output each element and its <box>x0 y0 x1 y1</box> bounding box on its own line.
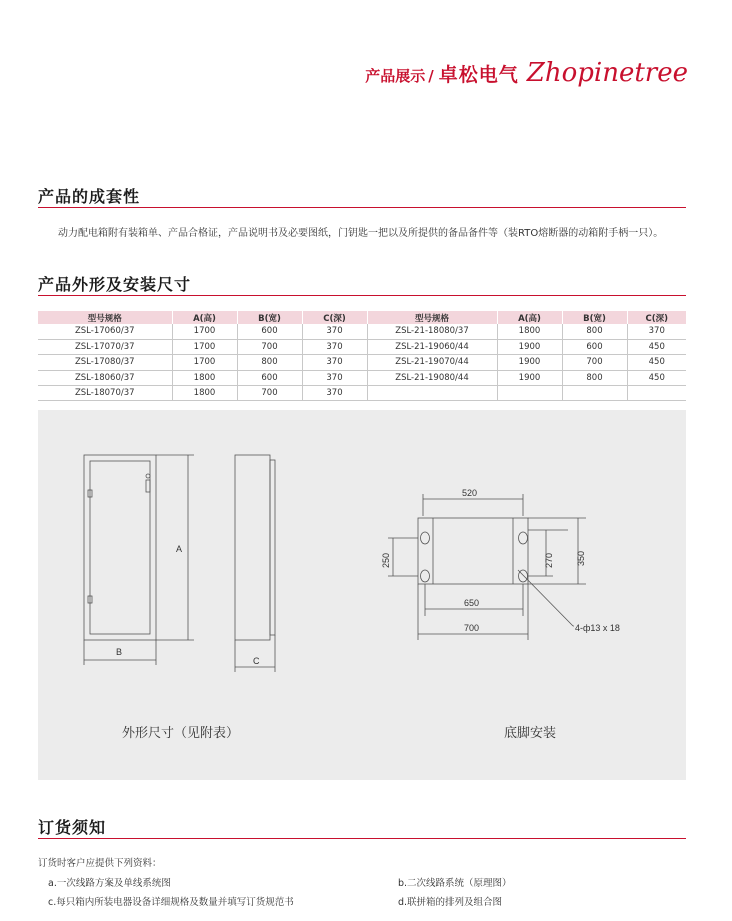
table-cell: 370 <box>302 339 367 354</box>
hole-spec-note: 4-ф13 x 18 <box>575 623 620 633</box>
base-mounting-plan <box>388 494 586 640</box>
ordering-intro: 订货时客户应提供下列资料： <box>38 858 162 869</box>
table-cell: ZSL-18070/37 <box>38 386 172 401</box>
table-cell: 1900 <box>497 339 562 354</box>
table-cell: 1800 <box>497 324 562 339</box>
header-script-logo: Zhopinetree <box>526 58 688 88</box>
dimension-650: 650 <box>464 598 480 608</box>
table-cell: 700 <box>562 355 627 370</box>
table-header-row <box>38 311 686 324</box>
cabinet-front-view <box>84 455 194 665</box>
table-cell: ZSL-21-19080/44 <box>367 370 497 385</box>
table-cell: 600 <box>237 370 302 385</box>
cabinet-side-view <box>235 455 275 672</box>
ordering-item: a.一次线路方案及单线系统图 <box>48 878 171 889</box>
dimension-label-b: B <box>116 647 123 657</box>
column-header: C(深) <box>627 311 686 324</box>
dimension-520: 520 <box>462 488 478 498</box>
caption-outline-dimensions: 外形尺寸（见附表） <box>122 726 240 741</box>
table-cell <box>367 386 497 401</box>
section-title-ordering: 订货须知 <box>38 818 107 837</box>
table-cell: ZSL-21-19060/44 <box>367 339 497 354</box>
table-cell: 1900 <box>497 355 562 370</box>
section-divider <box>38 838 686 839</box>
column-header: B(宽) <box>237 311 302 324</box>
dimension-label-a: A <box>176 544 183 554</box>
table-row <box>38 355 686 370</box>
column-header: B(宽) <box>562 311 627 324</box>
table-cell: ZSL-18060/37 <box>38 370 172 385</box>
table-cell: 800 <box>562 370 627 385</box>
table-cell: 450 <box>627 339 686 354</box>
table-cell: 450 <box>627 370 686 385</box>
table-cell: 600 <box>237 324 302 339</box>
ordering-item: d.联拼箱的排列及组合图 <box>398 897 503 908</box>
table-cell: 1700 <box>172 339 237 354</box>
table-row <box>38 370 686 385</box>
table-cell: 370 <box>627 324 686 339</box>
table-cell: 800 <box>562 324 627 339</box>
ordering-item: b.二次线路系统（原理图） <box>398 878 512 889</box>
header-label: 产品展示 <box>365 67 426 85</box>
table-cell: 370 <box>302 370 367 385</box>
table-row <box>38 386 686 401</box>
table-cell: 370 <box>302 324 367 339</box>
dimension-700: 700 <box>464 623 480 633</box>
dimension-250: 250 <box>381 552 391 568</box>
table-cell: 370 <box>302 355 367 370</box>
column-header: 型号规格 <box>367 311 497 324</box>
table-cell: ZSL-17080/37 <box>38 355 172 370</box>
table-cell: 1800 <box>172 386 237 401</box>
table-cell: 450 <box>627 355 686 370</box>
table-cell <box>497 386 562 401</box>
spec-table <box>38 311 686 401</box>
table-cell: 600 <box>562 339 627 354</box>
section-title-dimensions: 产品外形及安装尺寸 <box>38 275 192 294</box>
table-cell <box>562 386 627 401</box>
table-cell: ZSL-21-18080/37 <box>367 324 497 339</box>
table-cell: 1800 <box>172 370 237 385</box>
column-header: A(高) <box>497 311 562 324</box>
column-header: C(深) <box>302 311 367 324</box>
table-cell: 700 <box>237 339 302 354</box>
table-cell: 1900 <box>497 370 562 385</box>
completeness-text: 动力配电箱附有装箱单、产品合格证，产品说明书及必要图纸，门钥匙一把以及所提供的备品备件等（装RTO熔断器的动箱附手柄一只）。 <box>58 228 664 239</box>
table-cell: 1700 <box>172 355 237 370</box>
section-divider <box>38 295 686 296</box>
page-header <box>365 58 688 88</box>
table-cell: 370 <box>302 386 367 401</box>
ordering-item: c.每只箱内所装电器设备详细规格及数量并填写订货规范书 <box>48 897 294 908</box>
dimension-270: 270 <box>544 552 554 568</box>
table-row <box>38 324 686 339</box>
table-cell <box>627 386 686 401</box>
technical-drawing-panel <box>38 410 686 780</box>
table-cell: ZSL-17070/37 <box>38 339 172 354</box>
table-cell: 700 <box>237 386 302 401</box>
table-cell: ZSL-21-19070/44 <box>367 355 497 370</box>
table-cell: 800 <box>237 355 302 370</box>
column-header: A(高) <box>172 311 237 324</box>
dimension-350: 350 <box>576 550 586 566</box>
table-row <box>38 339 686 354</box>
caption-base-mounting: 底脚安装 <box>504 726 557 741</box>
header-separator: / <box>428 67 434 85</box>
section-title-completeness: 产品的成套性 <box>38 187 141 206</box>
section-divider <box>38 207 686 208</box>
table-cell: ZSL-17060/37 <box>38 324 172 339</box>
header-brand: 卓松电气 <box>438 64 519 86</box>
dimension-label-c: C <box>253 656 260 666</box>
column-header: 型号规格 <box>38 311 172 324</box>
table-cell: 1700 <box>172 324 237 339</box>
